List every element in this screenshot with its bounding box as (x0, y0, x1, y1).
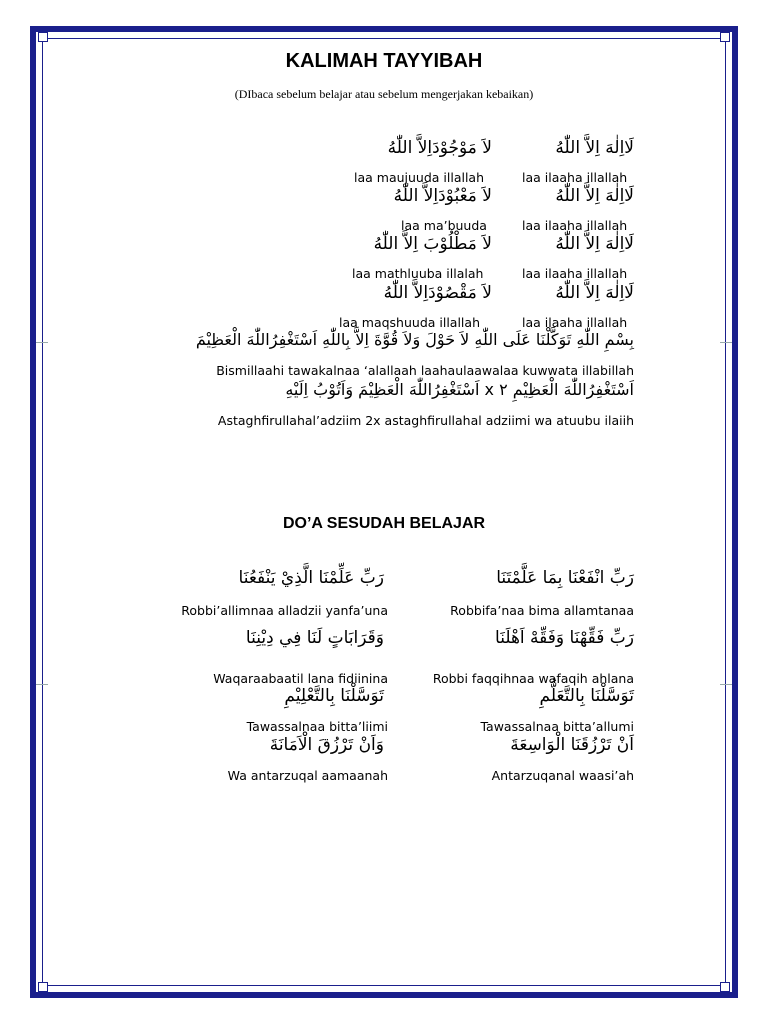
latin-text-right: Robbi faqqihnaa wafaqih ahlana (432, 671, 634, 686)
arabic-text-left: تَوَسَّلْنَا بِالتَّعْلِيْمِ (284, 686, 384, 706)
latin-text-left: laa maujuuda illallah (354, 170, 485, 185)
arabic-text-left: لاَ مَقْصُوْدَاِلاَّ اللّٰهُ (383, 283, 492, 303)
arabic-text-left: وَقَرَابَاتٍ لَنَا فِي دِيْنِنَا (245, 628, 384, 648)
arabic-text-right: لَااِلٰهَ اِلاَّ اللّٰهُ (555, 234, 634, 254)
arabic-text-left: رَبِّ عَلِّمْنَا الَّذِيْ يَنْفَعُنَا (238, 568, 384, 588)
latin-text-right: Robbifa’naa bima allamtanaa (450, 603, 634, 618)
latin-text-right: Tawassalnaa bitta’allumi (480, 719, 634, 734)
arabic-text-left: وَاَنْ تَرْزُقَ الْاَمَانَةَ (269, 735, 384, 755)
arabic-istighfar: اَسْتَغْفِرُاللّٰهَ الْعَظِيْمِ ٢ x اَسْتَغْفِرُاللّٰهَ الْعَظِيْمَ وَاَتُوْبُ اِلَيْهِ (285, 380, 634, 399)
arabic-text-left: لاَ مَوْجُوْدَاِلاَّ اللّٰهُ (387, 138, 492, 158)
arabic-text-left: لاَ مَطْلُوْبَ اِلاَّ اللّٰهُ (373, 234, 492, 254)
latin-text-right: Antarzuqanal waasi’ah (491, 768, 634, 783)
arabic-text-right: اَنْ تَرْزُقَنَا الْوَاسِعَةَ (510, 735, 634, 755)
latin-text-left: laa ma’buuda (401, 218, 487, 233)
arabic-text-right: تَوَسَّلْنَا بِالتَّعَلُّمِ (539, 686, 634, 706)
latin-text-left: laa mathluuba illalah (352, 266, 484, 281)
latin-istighfar: Astaghfirullahal’adziim 2x astaghfirullahal adziimi wa atuubu ilaiih (217, 413, 634, 428)
arabic-bismillah: بِسْمِ اللّٰهِ تَوَكَّلْنَا عَلَى اللّٰهِ لاَ حَوْلَ وَلاَ قُوَّةَ اِلاَّ بِاللّٰهِ اَسْتَغْفِرُاللّٰهَ الْعَظِيْمَ (195, 330, 634, 349)
latin-text-left: laa maqshuuda illallah (339, 315, 480, 330)
arabic-text-right: لَااِلٰهَ اِلاَّ اللّٰهُ (555, 283, 634, 303)
latin-text-left: Tawassalnaa bitta’liimi (246, 719, 388, 734)
latin-text-right: laa ilaaha illallah (522, 218, 628, 233)
latin-text-right: laa ilaaha illallah (522, 170, 628, 185)
latin-bismillah: Bismillaahi tawakalnaa ‘alallaah laahaulaawalaa kuwwata illabillah (216, 363, 634, 378)
section-title-kalimah: KALIMAH TAYYIBAH (285, 50, 483, 72)
section-title-doa: DO’A SESUDAH BELAJAR (282, 515, 486, 532)
section-subtitle: (DIbaca sebelum belajar atau sebelum mengerjakan kebaikan) (234, 87, 534, 101)
latin-text-left: Waqaraabaatil lana fidiinina (213, 671, 388, 686)
latin-text-left: Wa antarzuqal aamaanah (227, 768, 388, 783)
latin-text-right: laa ilaaha illallah (522, 315, 628, 330)
latin-text-left: Robbi’allimnaa alladzii yanfa’una (181, 603, 388, 618)
arabic-text-right: رَبِّ انْفَعْنَا بِمَا عَلَّمْتَنَا (496, 568, 634, 588)
arabic-text-right: لَااِلٰهَ اِلاَّ اللّٰهُ (555, 138, 634, 158)
arabic-text-right: رَبِّ فَقِّهْنَا وَفَقِّهْ اَهْلَنَا (495, 628, 634, 648)
latin-text-right: laa ilaaha illallah (522, 266, 628, 281)
arabic-text-right: لَااِلٰهَ اِلاَّ اللّٰهُ (555, 186, 634, 206)
arabic-text-left: لاَ مَعْبُوْدَاِلاَّ اللّٰهُ (393, 186, 492, 206)
